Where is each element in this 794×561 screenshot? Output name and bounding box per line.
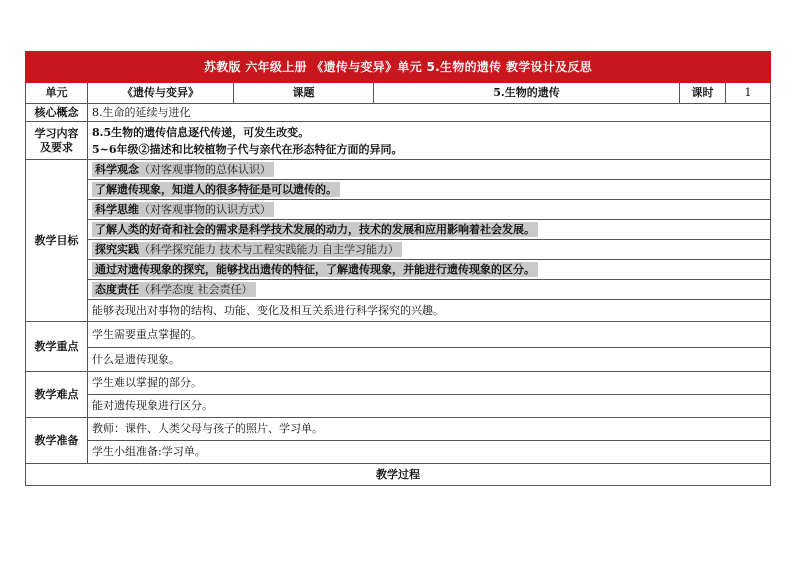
topic-value: 5.生物的遗传 — [374, 83, 680, 104]
goal-sci-think-text: 了解人类的好奇和社会的需求是科学技术发展的动力，技术的发展和应用影响着社会发展。 — [92, 222, 538, 237]
difficulties-row-2 — [26, 395, 771, 418]
goal-sci-concept-highlight — [92, 162, 274, 177]
goals-label: 教学目标 — [26, 160, 88, 322]
content-label-line2: 及要求 — [40, 140, 73, 154]
goal-row-7 — [26, 280, 771, 300]
goal-sci-concept-head: 科学观念 — [95, 163, 139, 176]
preparation-line2: 学生小组准备:学习单。 — [88, 441, 771, 464]
goal-row-3 — [26, 200, 771, 220]
goal-practice-text-cell — [88, 260, 771, 280]
content-label — [26, 122, 88, 160]
difficulties-line2: 能对遗传现象进行区分。 — [88, 395, 771, 418]
preparation-label: 教学准备 — [26, 418, 88, 464]
goal-attitude-text-cell — [88, 300, 771, 322]
goal-sci-think-head-cell — [88, 200, 771, 220]
goal-row-1 — [26, 160, 771, 180]
content-value — [88, 122, 771, 160]
key-points-label: 教学重点 — [26, 322, 88, 372]
goal-sci-think-highlight — [92, 202, 274, 217]
goal-attitude-highlight — [92, 282, 256, 297]
core-concept-label: 核心概念 — [26, 104, 88, 122]
period-value: 1 — [726, 83, 771, 104]
title-row — [26, 52, 771, 83]
goal-row-6 — [26, 260, 771, 280]
content-label-line1: 学习内容 — [34, 126, 79, 140]
goal-row-5 — [26, 240, 771, 260]
goal-row-2 — [26, 180, 771, 200]
period-label: 课时 — [680, 83, 726, 104]
core-concept-row — [26, 104, 771, 122]
unit-label: 单元 — [26, 83, 88, 104]
process-row — [26, 464, 771, 486]
goal-practice-head-cell — [88, 240, 771, 260]
goal-sci-concept-text-cell — [88, 180, 771, 200]
key-points-line2: 什么是遗传现象。 — [88, 348, 771, 372]
process-label: 教学过程 — [26, 464, 771, 486]
goal-sci-concept-head-cell — [88, 160, 771, 180]
goal-attitude-head: 态度责任 — [95, 283, 139, 296]
info-row — [26, 83, 771, 104]
key-points-row-1 — [26, 322, 771, 348]
difficulties-row-1 — [26, 372, 771, 395]
goal-sci-think-head: 科学思维 — [95, 203, 139, 216]
goal-sci-think-note: （对客观事物的认识方式） — [139, 203, 271, 216]
goal-attitude-head-cell — [88, 280, 771, 300]
goal-row-8 — [26, 300, 771, 322]
goal-practice-highlight — [92, 242, 402, 257]
goal-practice-head: 探究实践 — [95, 243, 139, 256]
document-title: 苏教版 六年级上册 《遗传与变异》单元 5.生物的遗传 教学设计及反思 — [26, 52, 771, 83]
goal-practice-note: （科学探究能力 技术与工程实践能力 自主学习能力） — [139, 243, 399, 256]
unit-value: 《遗传与变异》 — [88, 83, 234, 104]
key-points-row-2 — [26, 348, 771, 372]
core-concept-value: 8.生命的延续与进化 — [88, 104, 771, 122]
content-row — [26, 122, 771, 160]
preparation-row-2 — [26, 441, 771, 464]
goal-sci-think-text-cell — [88, 220, 771, 240]
goal-attitude-note: （科学态度 社会责任） — [139, 283, 253, 296]
content-line2: 5~6年级②描述和比较植物子代与亲代在形态特征方面的异同。 — [92, 142, 403, 156]
goal-attitude-text: 能够表现出对事物的结构、功能、变化及相互关系进行科学探究的兴趣。 — [92, 303, 444, 317]
goal-sci-concept-text: 了解遗传现象，知道人的很多特征是可以遗传的。 — [92, 182, 340, 197]
difficulties-label: 教学难点 — [26, 372, 88, 418]
lesson-plan-table — [25, 51, 771, 486]
goal-sci-concept-note: （对客观事物的总体认识） — [139, 163, 271, 176]
topic-label: 课题 — [234, 83, 374, 104]
preparation-line1: 教师：课件、人类父母与孩子的照片、学习单。 — [88, 418, 771, 441]
goal-practice-text: 通过对遗传现象的探究，能够找出遗传的特征，了解遗传现象，并能进行遗传现象的区分。 — [92, 262, 538, 277]
key-points-line1: 学生需要重点掌握的。 — [88, 322, 771, 348]
goal-row-4 — [26, 220, 771, 240]
content-line1: 8.5生物的遗传信息逐代传递，可发生改变。 — [92, 125, 310, 139]
difficulties-line1: 学生难以掌握的部分。 — [88, 372, 771, 395]
preparation-row-1 — [26, 418, 771, 441]
